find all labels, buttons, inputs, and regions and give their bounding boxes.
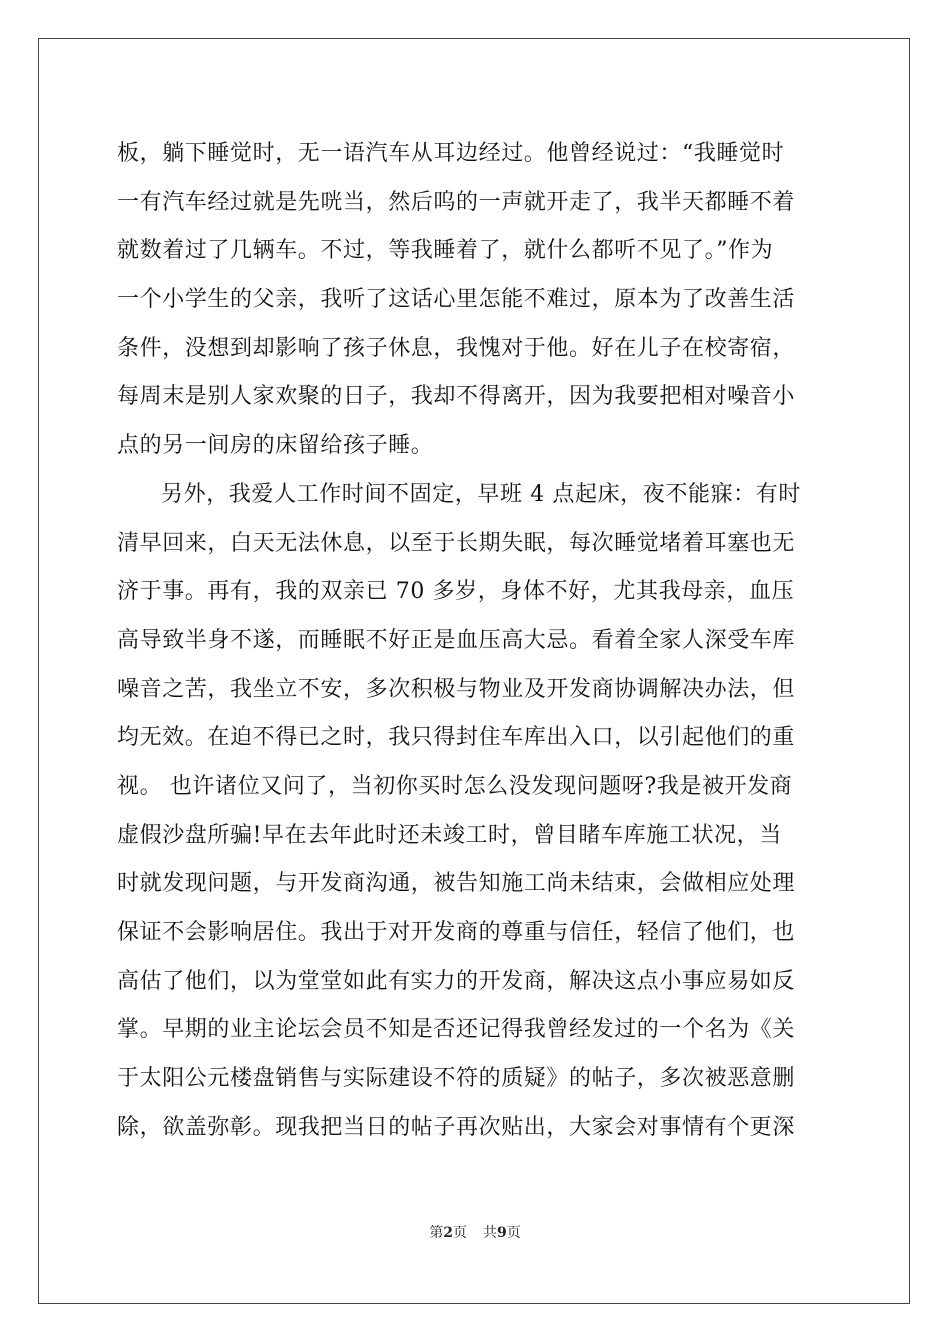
text-line-paragraph-start: 另外，我爱人工作时间不固定，早班 4 点起床，夜不能寐：有时: [161, 481, 801, 507]
text-line: 于太阳公元楼盘销售与实际建设不符的质疑》的帖子，多次被恶意删: [117, 1066, 796, 1092]
page-number: 第2页: [429, 1225, 467, 1241]
text-line: 一有汽车经过就是先咣当，然后呜的一声就开走了，我半天都睡不着: [117, 189, 796, 215]
text-line: 条件，没想到却影响了孩子休息，我愧对于他。好在儿子在校寄宿，: [117, 335, 796, 361]
page-footer: [0, 1222, 950, 1242]
text-line: 高导致半身不遂，而睡眠不好正是血压高大忌。看着全家人深受车库: [117, 627, 796, 653]
text-line: 就数着过了几辆车。不过，等我睡着了，就什么都听不见了。”作为: [117, 238, 774, 264]
text-line: 清早回来，白天无法休息，以至于长期失眠，每次睡觉堵着耳塞也无: [117, 530, 796, 556]
text-line: 济于事。再有，我的双亲已 70 多岁，身体不好，尤其我母亲，血压: [117, 579, 795, 605]
text-line: 虚假沙盘所骗!早在去年此时还未竣工时，曾目睹车库施工状况，当: [117, 822, 782, 848]
text-line: 均无效。在迫不得已之时，我只得封住车库出入口，以引起他们的重: [117, 725, 796, 751]
text-line: 一个小学生的父亲，我听了这话心里怎能不难过，原本为了改善生活: [117, 287, 796, 313]
text-line: 点的另一间房的床留给孩子睡。: [117, 433, 434, 459]
text-line: 视。 也许诸位又问了，当初你买时怎么没发现问题呀?我是被开发商: [117, 773, 793, 799]
text-line: 噪音之苦，我坐立不安，多次积极与物业及开发商协调解决办法，但: [117, 676, 796, 702]
text-line: 高估了他们，以为堂堂如此有实力的开发商，解决这点小事应易如反: [117, 968, 796, 994]
text-line: 时就发现问题，与开发商沟通，被告知施工尚未结束，会做相应处理: [117, 871, 796, 897]
text-line: 除，欲盖弥彰。现我把当日的帖子再次贴出，大家会对事情有个更深: [117, 1114, 796, 1140]
text-line: 保证不会影响居住。我出于对开发商的尊重与信任，轻信了他们，也: [117, 920, 796, 945]
page-total: 共9页: [483, 1225, 521, 1241]
text-line: 板，躺下睡觉时，无一语汽车从耳边经过。他曾经说过：“我睡觉时: [117, 141, 785, 166]
text-line: 掌。早期的业主论坛会员不知是否还记得我曾经发过的一个名为《关: [117, 1017, 796, 1043]
text-line: 每周末是别人家欢聚的日子，我却不得离开，因为我要把相对噪音小: [117, 384, 796, 410]
document-body: [117, 130, 833, 1152]
